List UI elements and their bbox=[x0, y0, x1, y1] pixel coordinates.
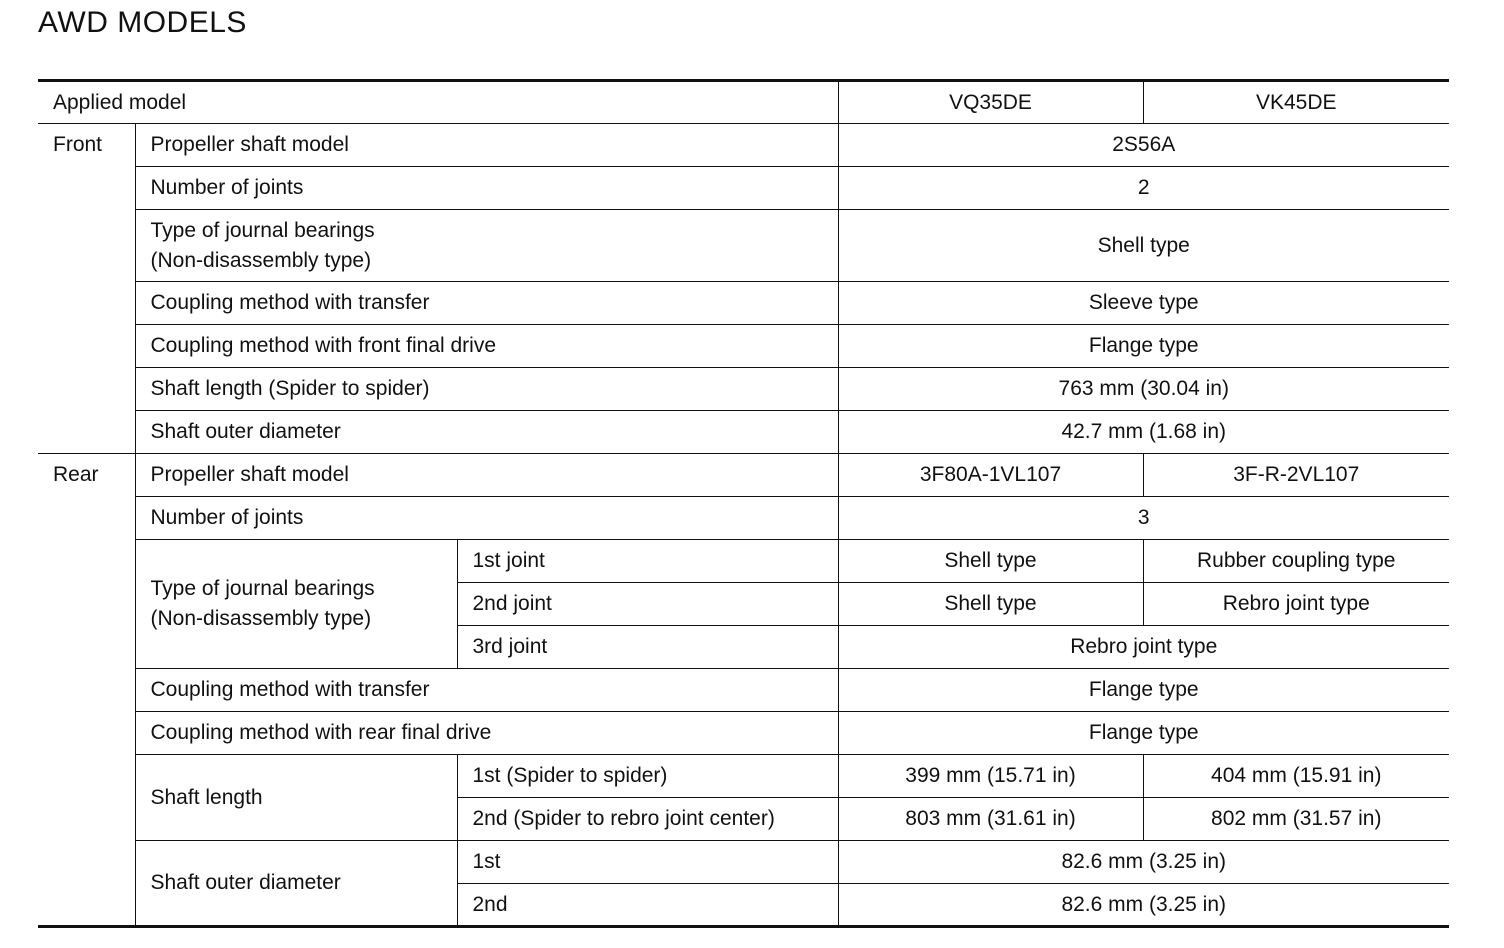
front-joints-label: Number of joints bbox=[135, 167, 838, 210]
specifications-table bbox=[38, 79, 1449, 928]
rear-joints-label: Number of joints bbox=[135, 497, 838, 540]
front-coupling-final-value: Flange type bbox=[838, 325, 1449, 368]
table-row bbox=[38, 167, 1449, 210]
header-row bbox=[38, 81, 1449, 124]
table-row bbox=[38, 325, 1449, 368]
front-outer-diameter-value: 42.7 mm (1.68 in) bbox=[838, 411, 1449, 454]
rear-joint2-value2: Rebro joint type bbox=[1143, 583, 1449, 626]
front-shaft-length-label: Shaft length (Spider to spider) bbox=[135, 368, 838, 411]
table-row bbox=[38, 540, 1449, 583]
table-row bbox=[38, 841, 1449, 884]
front-section-label: Front bbox=[38, 124, 135, 454]
rear-propeller-model-value1: 3F80A-1VL107 bbox=[838, 454, 1143, 497]
rear-shaft-length-1st-label: 1st (Spider to spider) bbox=[457, 755, 838, 798]
rear-coupling-final-label: Coupling method with rear final drive bbox=[135, 712, 838, 755]
rear-joint3-value: Rebro joint type bbox=[838, 626, 1449, 669]
rear-outer-diameter-2nd-label: 2nd bbox=[457, 884, 838, 927]
front-bearings-label-line2: (Non-disassembly type) bbox=[150, 248, 372, 272]
rear-joints-value: 3 bbox=[838, 497, 1449, 540]
table-row bbox=[38, 454, 1449, 497]
rear-section-label: Rear bbox=[38, 454, 135, 927]
front-propeller-model-value: 2S56A bbox=[838, 124, 1449, 167]
rear-shaft-length-1st-value1: 399 mm (15.71 in) bbox=[838, 755, 1143, 798]
table-row bbox=[38, 368, 1449, 411]
rear-joint2-value1: Shell type bbox=[838, 583, 1143, 626]
rear-bearings-label-line2: (Non-disassembly type) bbox=[150, 607, 372, 630]
applied-model-label: Applied model bbox=[53, 90, 187, 114]
page-title: AWD MODELS bbox=[38, 6, 247, 39]
front-joints-value: 2 bbox=[838, 167, 1449, 210]
rear-joint3-label: 3rd joint bbox=[457, 626, 838, 669]
table-row bbox=[38, 497, 1449, 540]
rear-bearings-label-line1: Type of journal bearings bbox=[150, 577, 375, 600]
front-bearings-label bbox=[135, 210, 838, 282]
table-row bbox=[38, 124, 1449, 167]
front-propeller-model-label: Propeller shaft model bbox=[135, 124, 838, 167]
front-coupling-transfer-value: Sleeve type bbox=[838, 282, 1449, 325]
rear-joint1-label: 1st joint bbox=[457, 540, 838, 583]
front-shaft-length-value: 763 mm (30.04 in) bbox=[838, 368, 1449, 411]
rear-coupling-final-value: Flange type bbox=[838, 712, 1449, 755]
rear-outer-diameter-1st-value: 82.6 mm (3.25 in) bbox=[838, 841, 1449, 884]
rear-shaft-length-label: Shaft length bbox=[135, 755, 457, 841]
rear-propeller-model-label: Propeller shaft model bbox=[135, 454, 838, 497]
rear-shaft-length-2nd-value1: 803 mm (31.61 in) bbox=[838, 798, 1143, 841]
rear-shaft-length-2nd-label: 2nd (Spider to rebro joint center) bbox=[457, 798, 838, 841]
table-row bbox=[38, 712, 1449, 755]
front-bearings-value: Shell type bbox=[838, 210, 1449, 282]
model-vk45de: VK45DE bbox=[1143, 81, 1449, 124]
rear-bearings-label bbox=[135, 540, 457, 669]
rear-coupling-transfer-label: Coupling method with transfer bbox=[135, 669, 838, 712]
table-row bbox=[38, 411, 1449, 454]
rear-shaft-length-2nd-value2: 802 mm (31.57 in) bbox=[1143, 798, 1449, 841]
rear-propeller-model-value2: 3F-R-2VL107 bbox=[1143, 454, 1449, 497]
rear-outer-diameter-label: Shaft outer diameter bbox=[135, 841, 457, 927]
front-coupling-final-label: Coupling method with front final drive bbox=[135, 325, 838, 368]
front-bearings-label-line1: Type of journal bearings bbox=[150, 218, 375, 242]
model-vq35de: VQ35DE bbox=[838, 81, 1143, 124]
front-outer-diameter-label: Shaft outer diameter bbox=[135, 411, 838, 454]
rear-joint2-label: 2nd joint bbox=[457, 583, 838, 626]
rear-joint1-value2: Rubber coupling type bbox=[1143, 540, 1449, 583]
table-row bbox=[38, 669, 1449, 712]
rear-joint1-value1: Shell type bbox=[838, 540, 1143, 583]
rear-outer-diameter-1st-label: 1st bbox=[457, 841, 838, 884]
rear-coupling-transfer-value: Flange type bbox=[838, 669, 1449, 712]
table-row bbox=[38, 210, 1449, 282]
table-row bbox=[38, 282, 1449, 325]
front-coupling-transfer-label: Coupling method with transfer bbox=[135, 282, 838, 325]
table-row bbox=[38, 755, 1449, 798]
rear-outer-diameter-2nd-value: 82.6 mm (3.25 in) bbox=[838, 884, 1449, 927]
rear-shaft-length-1st-value2: 404 mm (15.91 in) bbox=[1143, 755, 1449, 798]
